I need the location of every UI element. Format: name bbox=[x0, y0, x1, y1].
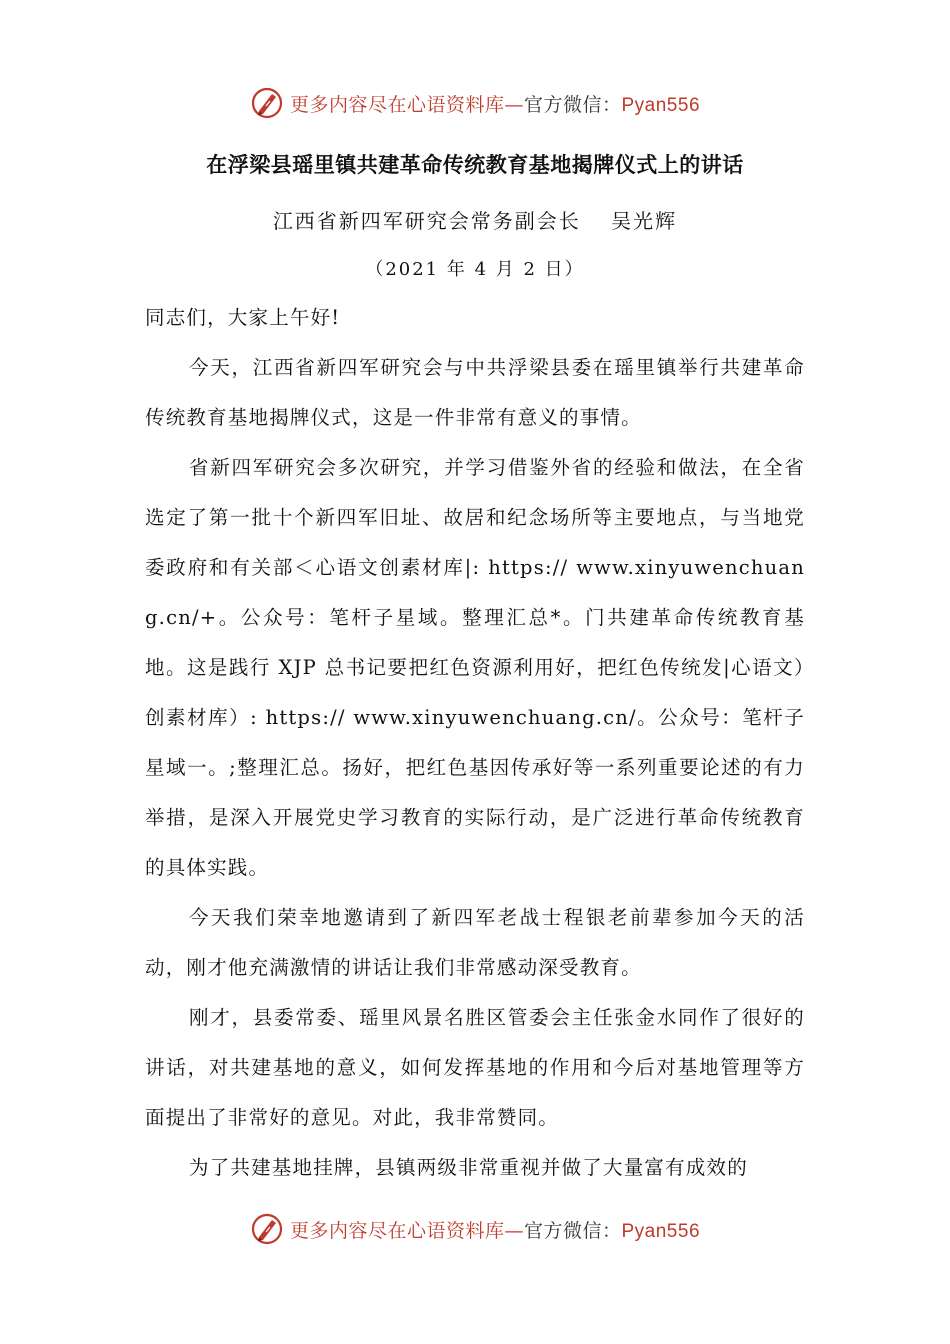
watermark-main: 更多内容尽在心语资料库 bbox=[289, 93, 505, 116]
watermark-dash: — bbox=[504, 1219, 524, 1242]
document-author: 江西省新四军研究会常务副会长 吴光辉 bbox=[272, 209, 678, 233]
paragraph: 刚才，县委常委、瑶里风景名胜区管委会主任张金水同作了很好的讲话，对共建基地的意义，如何发挥基地的作用和今后对基地管理等方面提出了非常好的意见。对此，我非常赞同。 bbox=[145, 1006, 805, 1129]
watermark-wechat-id: Pyan556 bbox=[621, 1220, 701, 1242]
document-body bbox=[145, 293, 805, 1193]
watermark-main: 更多内容尽在心语资料库 bbox=[289, 1219, 505, 1242]
paragraph: 为了共建基地挂牌，县镇两级非常重视并做了大量富有成效的 bbox=[189, 1156, 748, 1179]
pen-nib-circle-icon bbox=[250, 1212, 284, 1246]
watermark-banner-bottom bbox=[0, 1209, 950, 1249]
pen-nib-circle-icon bbox=[250, 86, 284, 120]
paragraph: 今天我们荣幸地邀请到了新四军老战士程银老前辈参加今天的活动，刚才他充满激情的讲话让我们非常感动深受教育。 bbox=[145, 906, 805, 979]
paragraph: 今天，江西省新四军研究会与中共浮梁县委在瑶里镇举行共建革命传统教育基地揭牌仪式，这是一件非常有意义的事情。 bbox=[145, 356, 805, 429]
paragraph: 省新四军研究会多次研究，并学习借鉴外省的经验和做法，在全省选定了第一批十个新四军旧址、故居和纪念场所等主要地点，与当地党委政府和有关部＜心语文创素材库|: https:// www.xinyuwenchuang.cn/+。公众号：笔杆子星域。整理汇总*。门共建革命传统教育基地。这是践行 XJP 总书记要把红色资源利用好，把红色传统发|心语文）创素材库）: https:// www.xinyuwenchuang.cn/。公众号：笔杆子星域一。;整理汇总。扬好，把红色基因传承好等一系列重要论述的有力举措，是深入开展党史学习教育的实际行动，是广泛进行革命传统教育的具体实践。 bbox=[145, 456, 805, 879]
salutation: 同志们，大家上午好! bbox=[145, 306, 341, 329]
watermark-dash: — bbox=[504, 93, 524, 116]
watermark-text bbox=[290, 90, 700, 117]
watermark-label: 官方微信： bbox=[523, 1219, 622, 1242]
watermark-banner-top bbox=[0, 83, 950, 123]
watermark-label: 官方微信： bbox=[523, 93, 622, 116]
watermark-text bbox=[290, 1216, 700, 1243]
document-date: （2021 年 4 月 2 日） bbox=[365, 259, 585, 280]
document-title: 在浮梁县瑶里镇共建革命传统教育基地揭牌仪式上的讲话 bbox=[206, 152, 744, 177]
watermark-wechat-id: Pyan556 bbox=[621, 94, 701, 116]
